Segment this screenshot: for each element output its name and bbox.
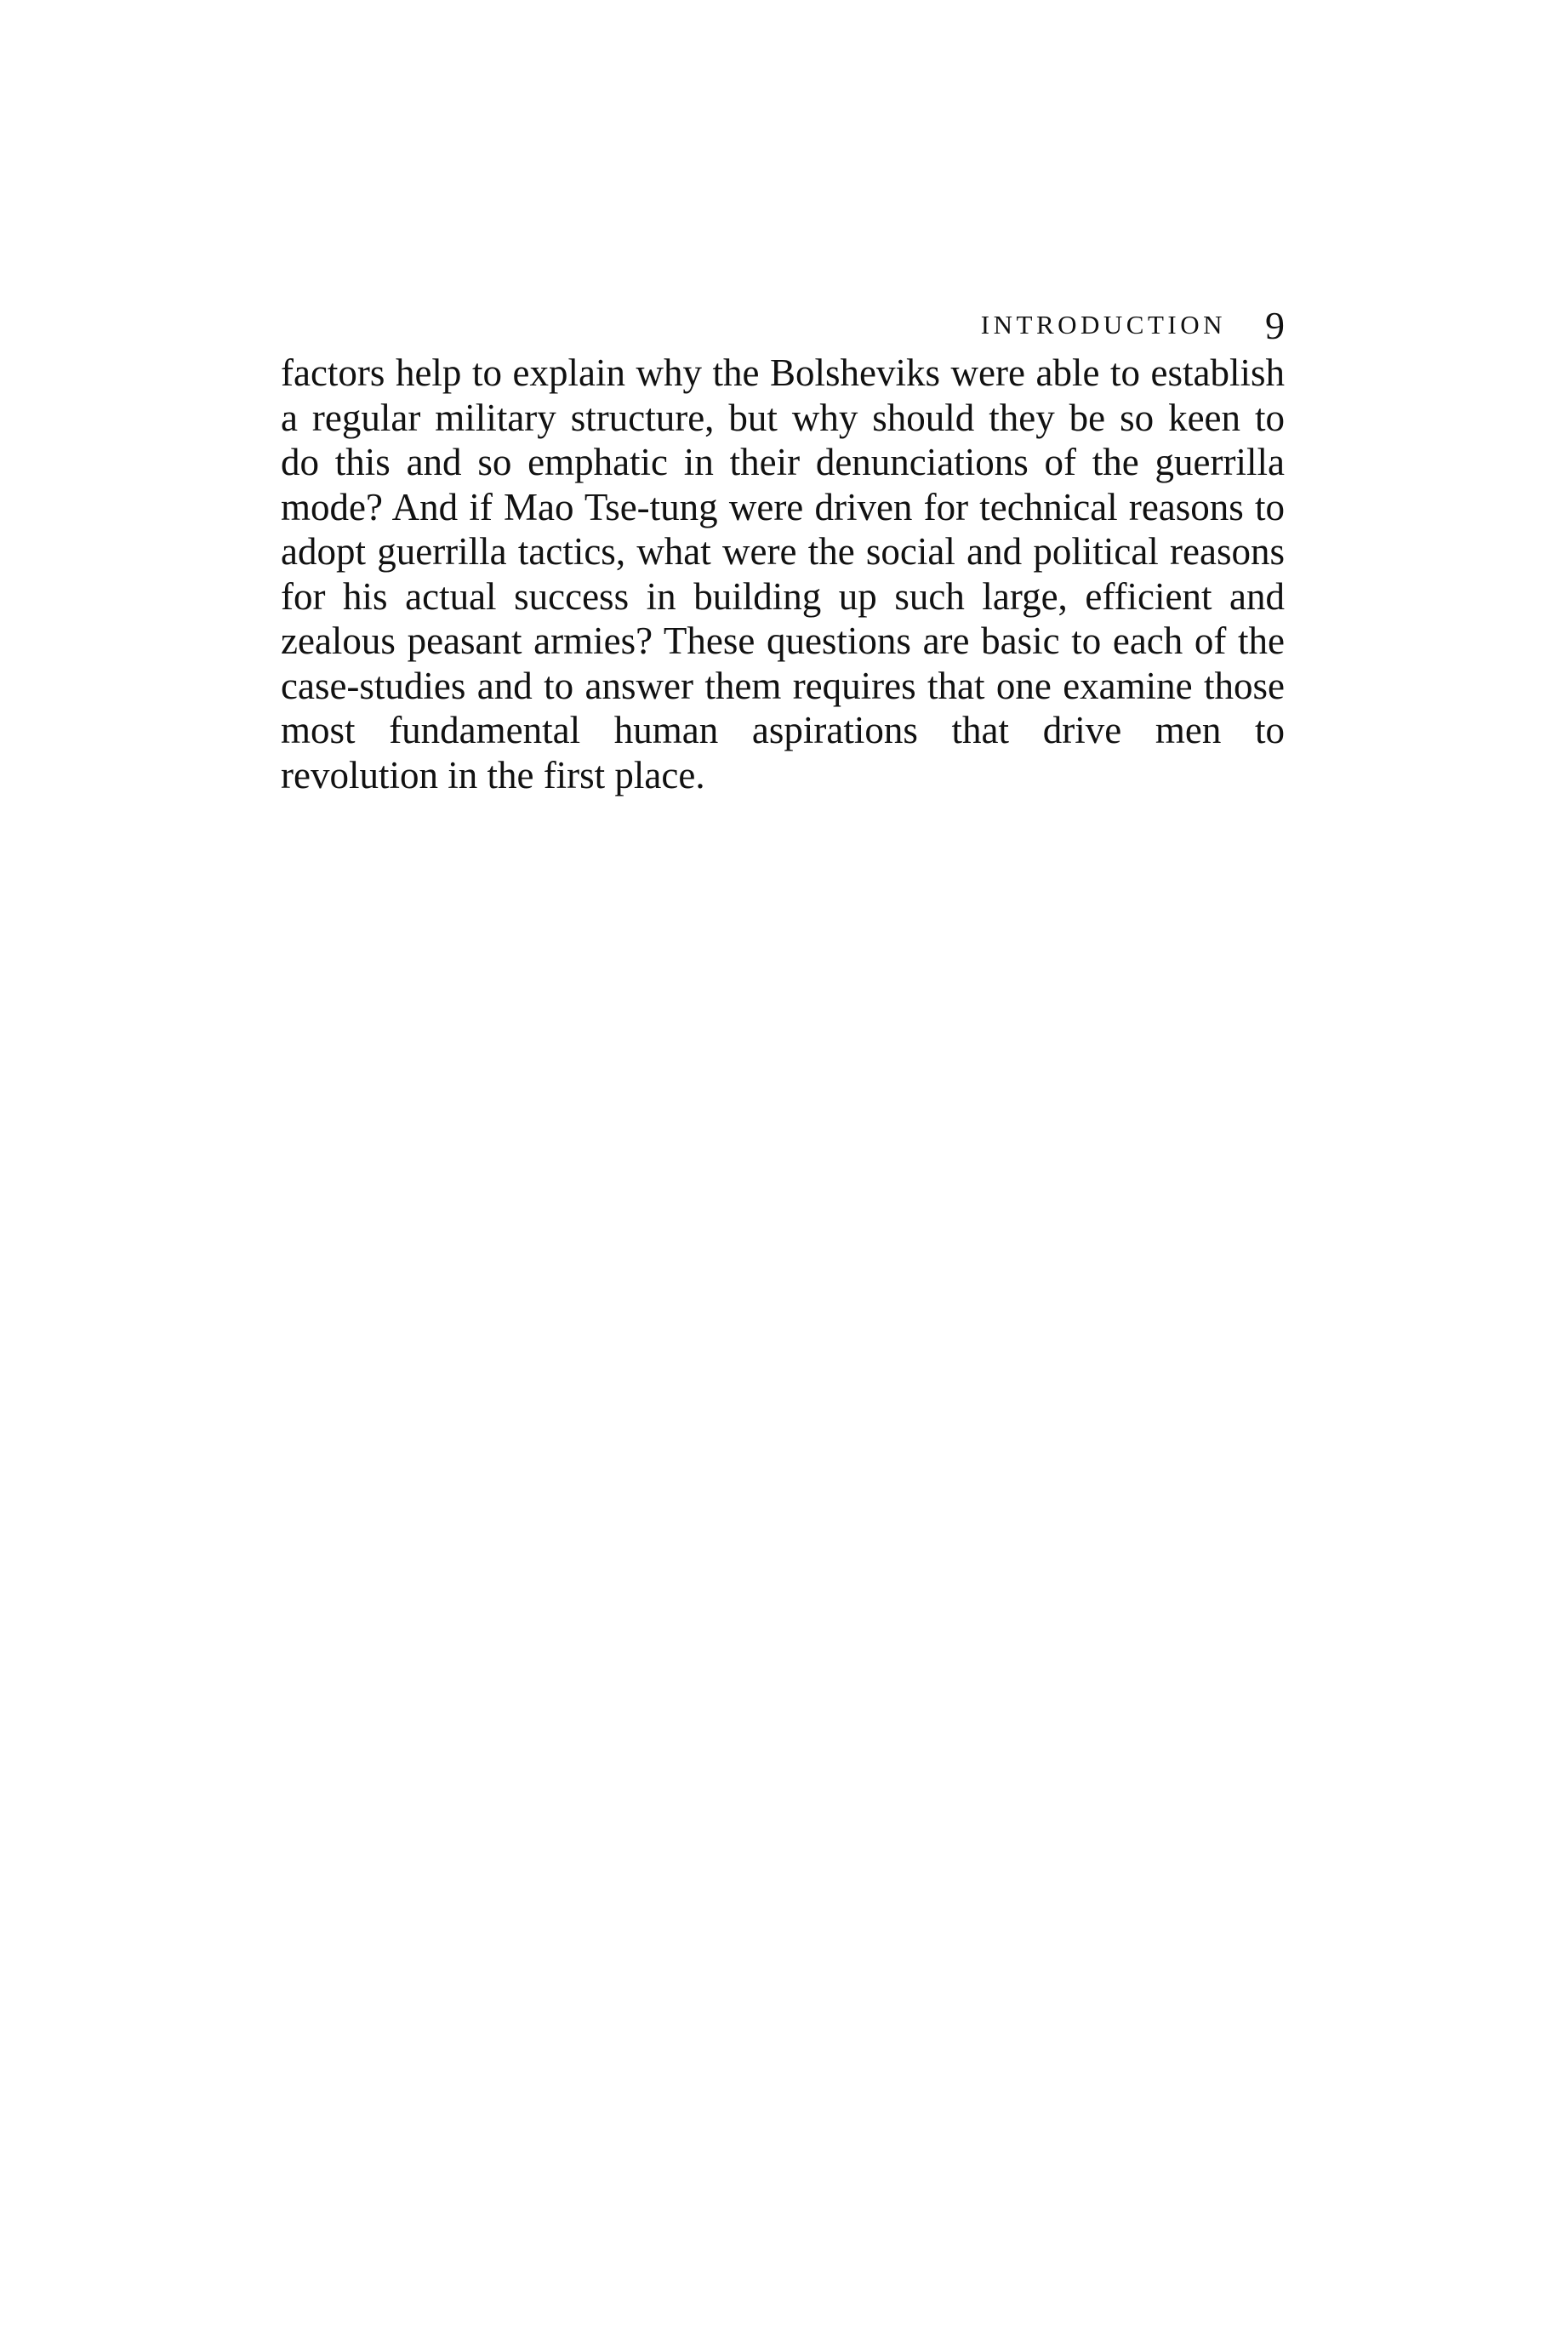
body-paragraph bbox=[281, 351, 1285, 797]
running-head bbox=[281, 298, 1285, 347]
page-number: 9 bbox=[1265, 304, 1285, 347]
running-title: INTRODUCTION bbox=[980, 310, 1226, 340]
text-line: adopt guerrilla tactics, what were the social and political reasons bbox=[281, 530, 1285, 573]
text-line: for his actual success in building up such large, efficient and bbox=[281, 574, 1285, 618]
text-line: a regular military structure, but why should they be so keen to bbox=[281, 396, 1285, 439]
text-line: most fundamental human aspirations that drive men to bbox=[281, 709, 1285, 751]
text-line: mode? And if Mao Tse-tung were driven for technical reasons to bbox=[281, 485, 1285, 528]
text-line: revolution in the first place. bbox=[281, 753, 705, 796]
text-line: do this and so emphatic in their denunciations of the guerrilla bbox=[281, 441, 1285, 483]
text-line: case-studies and to answer them requires that one examine those bbox=[281, 664, 1285, 707]
text-line: zealous peasant armies? These questions are basic to each of the bbox=[281, 619, 1285, 662]
text-line: factors help to explain why the Bolsheviks were able to establish bbox=[281, 351, 1285, 394]
